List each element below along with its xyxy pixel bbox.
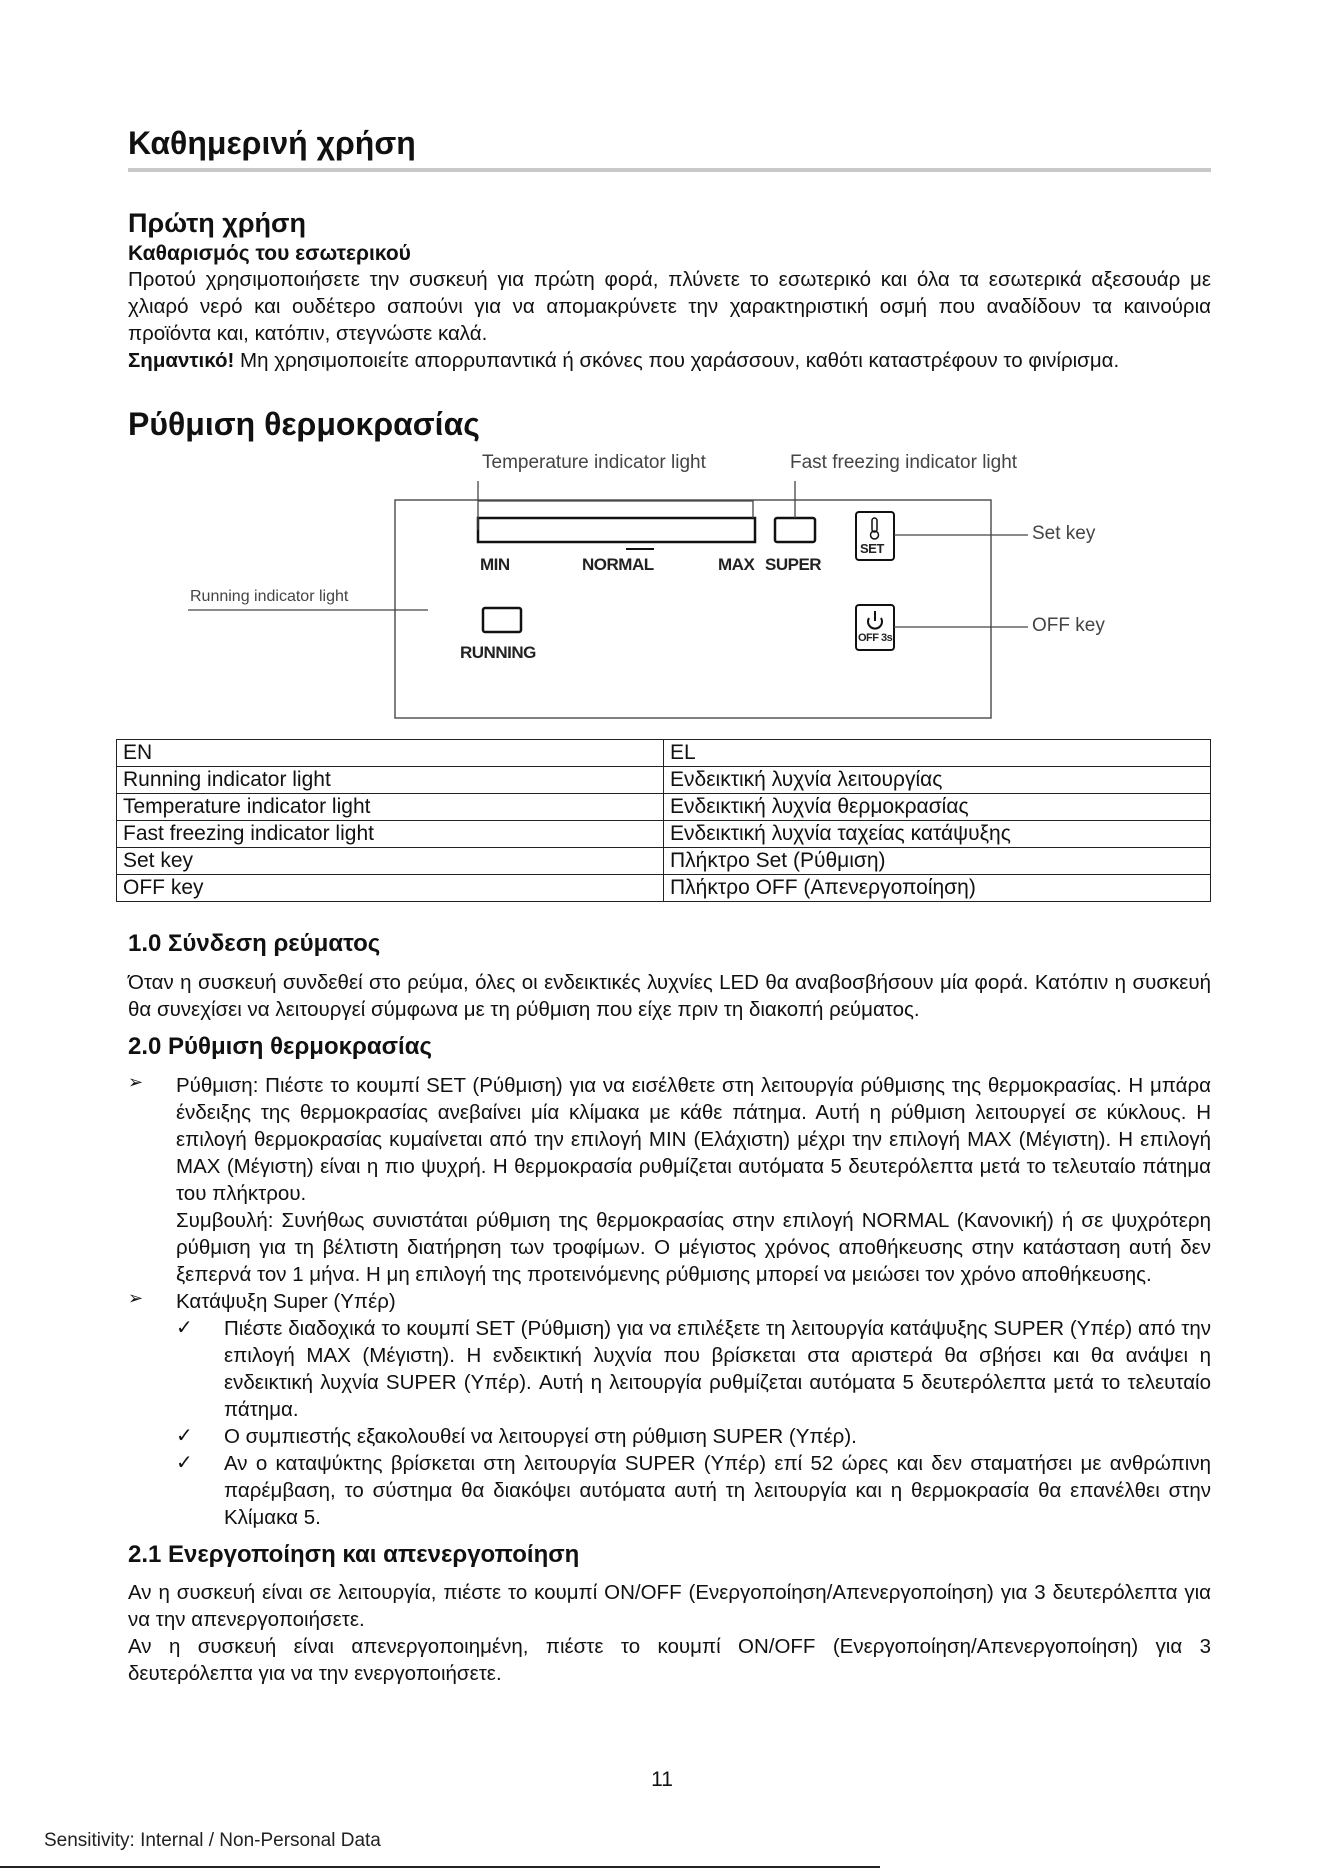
cleaning-paragraph: Προτού χρησιμοποιήσετε την συσκευή για πρώτη φορά, πλύνετε το εσωτερικό και όλα τα εσωτερικά αξεσουάρ με χλιαρό νερό και ουδέτερο σαπούνι για να απομακρύνετε την χαρακτηριστική οσμή που αναδίδουν τα καινούρια προϊόντα και, κατόπιν, στεγνώστε καλά. (128, 268, 1211, 346)
temperature-indicator-label: Temperature indicator light (482, 451, 706, 473)
check-icon: ✓ (176, 1424, 193, 1447)
check-icon: ✓ (176, 1451, 193, 1474)
cleaning-subtitle: Καθαρισμός του εσωτερικού (128, 241, 411, 265)
arrow-bullet-icon: ➢ (128, 1071, 144, 1092)
power-icon (868, 611, 882, 629)
table-cell: Running indicator light (117, 767, 664, 794)
footer-divider (0, 1866, 880, 1868)
normal-label: NORMAL (582, 554, 654, 574)
temperature-leader (478, 501, 753, 530)
bullet-1-text: Ρύθμιση: Πιέστε το κουμπί SET (Ρύθμιση) για να εισέλθετε στη λειτουργία ρύθμισης της θερμοκρασίας. Η μπάρα ένδειξης της θερμοκρασίας ανεβαίνει μία κλίμακα με κάθε πάτημα. Αυτή η ρύθμιση λειτουργεί σε κύκλους. Η επιλογή θερμοκρασίας κυμαίνεται από την επιλογή MIN (Ελάχιστη) μέχρι την επιλογή MAX (Μέγιστη). Η επιλογή MAX (Μέγιστη) είναι η πιο ψυχρή. Η θερμοκρασία ρυθμίζεται αυτόματα 5 δευτερόλεπτα μετά το τελευταίο πάτημα του πλήκτρου. (176, 1073, 1211, 1205)
running-indicator-label: Running indicator light (190, 587, 349, 605)
check-text: Πιέστε διαδοχικά το κουμπί SET (Ρύθμιση) για να επιλέξετε τη λειτουργία κατάψυξης SUPER (Υπέρ) από την επιλογή MAX (Μέγιστη). Η ενδεικτική λυχνία που βρίσκεται στα αριστερά θα σβήσει και θα ανάψει η ενδεικτική λυχνία SUPER (Υπέρ). Αυτή η λειτουργία ρυθμίζεται αυτόματα 5 δευτερόλεπτα μετά το τελευταίο πάτημα. (224, 1316, 1211, 1421)
thermometer-icon (871, 518, 879, 539)
set-key-label: Set key (1032, 522, 1096, 544)
section-2-1-text-2: Αν η συσκευή είναι απενεργοποιημένη, πιέστε το κουμπί ON/OFF (Ενεργοποίηση/Απενεργοποίηση) για 3 δευτερόλεπτα για να την ενεργοποιήσετε. (128, 1635, 1211, 1686)
temperature-bar (478, 518, 755, 542)
section-1-text: Όταν η συσκευή συνδεθεί στο ρεύμα, όλες οι ενδεικτικές λυχνίες LED θα αναβοσβήσουν μία φορά. Κατόπιν η συσκευή θα συνεχίσει να λειτουργεί σύμφωνα με τη ρύθμιση που είχε πριν τη διακοπή ρεύματος. (128, 970, 1211, 1021)
off-key-label: OFF key (1032, 614, 1105, 636)
temp-setting-heading: Ρύθμιση θερμοκρασίας (128, 406, 480, 443)
bullet-1-tip: Συμβουλή: Συνήθως συνιστάται ρύθμιση της θερμοκρασίας στην επιλογή NORMAL (Κανονική) ή σε ψυχρότερη ρύθμιση για τη βέλτιστη διατήρηση των τροφίμων. Ο μέγιστος χρόνος αποθήκευσης στην κατάσταση αυτή δεν ξεπερνά τον 1 μήνα. Η μη επιλογή της προτεινόμενης ρύθμισης μπορεί να μειώσει τον χρόνο αποθήκευσης. (176, 1208, 1211, 1286)
page-number: 11 (651, 1768, 673, 1791)
section-2-title: 2.0 Ρύθμιση θερμοκρασίας (128, 1032, 432, 1060)
super-label: SUPER (765, 554, 822, 574)
sensitivity-label: Sensitivity: Internal / Non-Personal Data (44, 1830, 381, 1851)
table-row (117, 821, 1211, 848)
super-checklist (176, 1315, 1211, 1531)
upper-content (128, 125, 1211, 723)
table-cell: Ενδεικτική λυχνία θερμοκρασίας (664, 794, 1211, 821)
table-cell: Ενδεικτική λυχνία ταχείας κατάψυξης (664, 821, 1211, 848)
important-note (128, 347, 1211, 374)
section-2-list (128, 1072, 1211, 1531)
list-item (176, 1450, 1211, 1531)
max-label: MAX (718, 554, 755, 574)
table-row (117, 794, 1211, 821)
off-button-text: OFF 3s (858, 631, 893, 644)
table-row (117, 875, 1211, 902)
table-header-cell: EL (664, 740, 1211, 767)
list-item (176, 1423, 1211, 1450)
table-row (117, 767, 1211, 794)
list-item (176, 1315, 1211, 1423)
table-cell: Πλήκτρο OFF (Απενεργοποίηση) (664, 875, 1211, 902)
fast-freezing-indicator-label: Fast freezing indicator light (790, 451, 1018, 473)
control-panel-diagram (128, 451, 1211, 723)
set-button-text: SET (860, 540, 884, 556)
check-icon: ✓ (176, 1316, 193, 1339)
table-cell: Fast freezing indicator light (117, 821, 664, 848)
check-text: Ο συμπιεστής εξακολουθεί να λειτουργεί στη ρύθμιση SUPER (Υπέρ). (224, 1424, 857, 1448)
list-item (128, 1072, 1211, 1288)
bullet-2-text: Κατάψυξη Super (Υπέρ) (176, 1289, 396, 1313)
page-heading: Καθημερινή χρήση (128, 125, 1211, 172)
list-item (128, 1288, 1211, 1531)
super-led (775, 518, 815, 542)
min-label: MIN (480, 554, 510, 574)
arrow-bullet-icon: ➢ (128, 1287, 144, 1308)
running-led (483, 608, 521, 632)
section-2-1-title: 2.1 Ενεργοποίηση και απενεργοποίηση (128, 1540, 580, 1568)
table-cell: Πλήκτρο Set (Ρύθμιση) (664, 848, 1211, 875)
check-text: Αν ο καταψύκτης βρίσκεται στη λειτουργία SUPER (Υπέρ) επί 52 ώρες και δεν σταματήσει με ανθρώπινη παρέμβαση, το σύστημα θα διακόψει αυτόματα αυτή τη λειτουργία και η θερμοκρασία θα επανέλθει στην Κλίμακα 5. (224, 1451, 1211, 1529)
lower-content (128, 920, 1211, 1687)
table-cell: Set key (117, 848, 664, 875)
important-label: Σημαντικό! (128, 349, 235, 373)
first-use-title: Πρώτη χρήση (128, 207, 307, 238)
table-row (117, 848, 1211, 875)
translation-table (116, 739, 1211, 902)
running-label: RUNNING (460, 642, 536, 662)
table-header-row (117, 740, 1211, 767)
important-text: Μη χρησιμοποιείτε απορρυπαντικά ή σκόνες που χαράσσουν, καθότι καταστρέφουν το φινίρισμα. (234, 349, 1120, 373)
table-cell: OFF key (117, 875, 664, 902)
table-header-cell: EN (117, 740, 664, 767)
section-2-1-text-1: Αν η συσκευή είναι σε λειτουργία, πιέστε το κουμπί ON/OFF (Ενεργοποίηση/Απενεργοποίηση) για 3 δευτερόλεπτα για να την απενεργοποιήσετε. (128, 1581, 1211, 1632)
table-cell: Temperature indicator light (117, 794, 664, 821)
section-1-title: 1.0 Σύνδεση ρεύματος (128, 930, 381, 957)
table-cell: Ενδεικτική λυχνία λειτουργίας (664, 767, 1211, 794)
